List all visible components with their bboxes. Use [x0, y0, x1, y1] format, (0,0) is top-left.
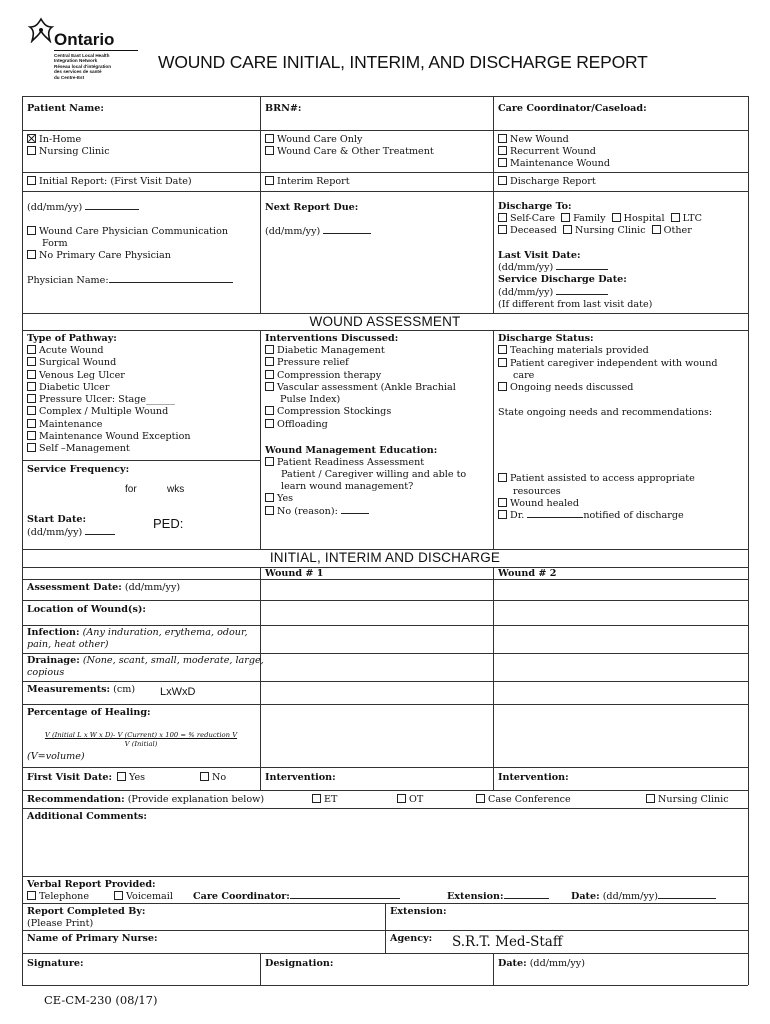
setting-in-home[interactable] [27, 134, 81, 146]
readiness-yes-option[interactable] [265, 493, 293, 505]
care-coordinator-label: Care Coordinator/Caseload: [498, 103, 647, 114]
intervention-checkbox[interactable] [265, 382, 274, 391]
date-format-label: (dd/mm/yy) [498, 262, 554, 273]
healed-option[interactable] [498, 498, 579, 510]
healing-formula: V (Initial L x W x D)- V (Current) x 100 = % reduction V [44, 731, 238, 739]
infection-label: Infection: (Any induration, erythema, odour, [27, 627, 248, 638]
physician-communication-option[interactable] [27, 226, 228, 238]
pathway-option[interactable] [27, 431, 191, 443]
date-format-label: (dd/mm/yy) [265, 226, 321, 237]
discharge-nursing-clinic-checkbox[interactable] [563, 225, 572, 234]
ongoing-label: Ongoing needs discussed [510, 382, 634, 393]
no-primary-physician-checkbox[interactable] [27, 250, 36, 259]
readiness-label: Patient Readiness Assessment [277, 457, 425, 468]
pathway-option[interactable] [27, 419, 191, 431]
readiness-yes-checkbox[interactable] [265, 493, 274, 502]
interventions-list [265, 345, 456, 431]
pathway-label: Type of Pathway: [27, 333, 117, 344]
signature-date-label: Date: (dd/mm/yy) [498, 958, 585, 969]
readiness-no-option[interactable] [265, 506, 369, 518]
vascular-cont: Pulse Index) [280, 394, 341, 406]
next-report-date-field[interactable] [265, 226, 371, 238]
new-wound-option[interactable] [498, 134, 569, 146]
initial-report-label: Initial Report: (First Visit Date) [39, 176, 192, 187]
pathway-checkbox[interactable] [27, 382, 36, 391]
teaching-option[interactable] [498, 345, 649, 357]
trillium-icon [26, 17, 56, 43]
et-option[interactable] [312, 794, 337, 806]
telephone-option[interactable] [27, 891, 89, 903]
physician-communication-cont: Form [42, 238, 68, 249]
last-visit-date-field[interactable] [498, 262, 608, 274]
infection-label-cont: pain, heat other) [27, 639, 109, 650]
voicemail-checkbox[interactable] [114, 891, 123, 900]
form-id: CE-CM-230 (08/17) [44, 993, 158, 1007]
intervention-option[interactable] [265, 419, 456, 431]
extension-field[interactable]: Extension: [447, 891, 549, 903]
start-date-label: Start Date: [27, 514, 87, 525]
voicemail-label: Voicemail [126, 891, 173, 902]
intervention-checkbox[interactable] [265, 345, 274, 354]
ltc-label: LTC [682, 213, 702, 224]
ltc-checkbox[interactable] [671, 213, 680, 222]
teaching-label: Teaching materials provided [510, 345, 649, 356]
discharge-report-checkbox[interactable] [498, 176, 507, 185]
iid-heading: INITIAL, INTERIM AND DISCHARGE [269, 550, 501, 565]
self-care-checkbox[interactable] [498, 213, 507, 222]
setting-nursing-clinic[interactable] [27, 146, 110, 158]
readiness-no-label: No (reason): [277, 506, 338, 517]
first-visit-no-label: No [212, 772, 227, 783]
assisted-label: Patient assisted to access appropriate [510, 473, 695, 484]
independent-checkbox[interactable] [498, 358, 507, 367]
maintenance-wound-label: Maintenance Wound [510, 158, 610, 169]
pathway-checkbox[interactable] [27, 443, 36, 452]
et-label: ET [324, 794, 338, 805]
date-format-label: (dd/mm/yy) [27, 527, 83, 538]
pathway-checkbox[interactable] [27, 370, 36, 379]
dr-notified-checkbox[interactable] [498, 510, 507, 519]
verbal-date-field[interactable]: Date: (dd/mm/yy) [571, 891, 716, 903]
readiness-no-checkbox[interactable] [265, 506, 274, 515]
drainage-label: Drainage: (None, scant, small, moderate, large, [27, 655, 264, 666]
readiness-checkbox[interactable] [265, 457, 274, 466]
state-ongoing-label: State ongoing needs and recommendations: [498, 407, 713, 418]
if-different-note: (If different from last visit date) [498, 299, 653, 310]
dr-notified-option[interactable] [498, 510, 684, 522]
assisted-cont: resources [513, 486, 561, 497]
pathway-option[interactable] [27, 382, 191, 394]
signature-label: Signature: [27, 958, 84, 969]
nursing-clinic-checkbox[interactable] [27, 146, 36, 155]
intervention-option[interactable] [265, 382, 456, 394]
lwd-label: LxWxD [160, 686, 196, 698]
intervention1-label: Intervention: [265, 772, 336, 783]
assisted-option[interactable] [498, 473, 695, 485]
pathway-label-text: Self –Management [39, 443, 130, 455]
intervention-label: Vascular assessment (Ankle Brachial [277, 381, 456, 393]
hospital-checkbox[interactable] [612, 213, 621, 222]
recurrent-wound-label: Recurrent Wound [510, 146, 596, 157]
other-label: Other [663, 225, 692, 236]
service-discharge-date-field[interactable] [498, 287, 608, 299]
pathway-label-text: Venous Leg Ulcer [39, 369, 125, 381]
care-other-checkbox[interactable] [265, 146, 274, 155]
physician-communication-checkbox[interactable] [27, 226, 36, 235]
family-label: Family [573, 213, 606, 224]
pathway-label-text: Maintenance [39, 418, 103, 430]
intervention-option[interactable] [265, 345, 456, 357]
healed-checkbox[interactable] [498, 498, 507, 507]
first-visit-no-checkbox[interactable] [200, 772, 209, 781]
logo-tagline: Central East Local Health Integration Network Réseau local d'intégration des services de santé du Centre-Est [54, 53, 111, 80]
healed-label: Wound healed [510, 498, 579, 509]
agency-value[interactable]: S.R.T. Med-Staff [452, 934, 563, 950]
start-date-field[interactable] [27, 527, 115, 539]
pathway-list [27, 345, 191, 456]
discharge-to-row1 [498, 213, 702, 225]
intervention-label: Diabetic Management [277, 345, 385, 356]
discharge-report-option[interactable] [498, 176, 596, 188]
for-label: for [125, 484, 137, 495]
pathway-label-text: Complex / Multiple Wound [39, 406, 169, 418]
pathway-option[interactable] [27, 370, 191, 382]
measurements-label: Measurements: (cm) [27, 684, 136, 695]
deceased-checkbox[interactable] [498, 225, 507, 234]
interim-report-option[interactable] [265, 176, 350, 188]
notified-label: notified of discharge [583, 510, 684, 521]
pathway-checkbox[interactable] [27, 431, 36, 440]
teaching-checkbox[interactable] [498, 345, 507, 354]
physician-communication-label: Wound Care Physician Communication [39, 226, 229, 237]
nursing-clinic-label: Nursing Clinic [39, 146, 110, 157]
family-checkbox[interactable] [561, 213, 570, 222]
readiness-yes-label: Yes [277, 493, 294, 504]
ongoing-option[interactable] [498, 382, 633, 394]
readiness-question: Patient / Caregiver willing and able to [281, 469, 467, 480]
ot-option[interactable] [397, 794, 423, 806]
case-conference-label: Case Conference [488, 794, 571, 805]
pathway-checkbox[interactable] [27, 419, 36, 428]
readiness-option[interactable] [265, 457, 424, 469]
brn-label: BRN#: [265, 103, 302, 114]
first-visit-no-option[interactable] [200, 772, 226, 784]
discharge-to-label: Discharge To: [498, 201, 572, 212]
intervention-label: Compression Stockings [277, 406, 392, 418]
patient-name-label: Patient Name: [27, 103, 104, 114]
wound2-header: Wound # 2 [498, 568, 557, 579]
pathway-option[interactable] [27, 443, 191, 455]
no-primary-physician-option[interactable] [27, 250, 171, 262]
ontario-logo [22, 16, 140, 80]
ped-label: PED: [153, 516, 184, 531]
independent-cont: care [513, 370, 535, 381]
date-format-label: (dd/mm/yy) [27, 202, 83, 213]
new-wound-label: New Wound [510, 134, 569, 145]
education-label: Wound Management Education: [265, 445, 438, 456]
intervention-option[interactable] [265, 406, 456, 418]
please-print-note: (Please Print) [27, 918, 94, 929]
completed-by-label: Report Completed By: [27, 906, 146, 917]
telephone-label: Telephone [39, 891, 90, 902]
discharge-nursing-clinic-label: Nursing Clinic [574, 225, 646, 236]
primary-nurse-label: Name of Primary Nurse: [27, 933, 158, 944]
telephone-checkbox[interactable] [27, 891, 36, 900]
assisted-checkbox[interactable] [498, 473, 507, 482]
intervention-option[interactable] [265, 370, 456, 382]
wks-label: wks [167, 484, 185, 495]
intervention-label: Offloading [277, 418, 328, 430]
care-only-option[interactable] [265, 134, 362, 146]
intervention-checkbox[interactable] [265, 419, 274, 428]
intervention-checkbox[interactable] [265, 357, 274, 366]
et-checkbox[interactable] [312, 794, 321, 803]
initial-report-option[interactable] [27, 176, 192, 188]
hospital-label: Hospital [623, 213, 665, 224]
care-other-option[interactable] [265, 146, 434, 158]
volume-note: (V=volume) [27, 751, 85, 762]
service-discharge-label: Service Discharge Date: [498, 274, 627, 285]
first-visit-row: First Visit Date: [27, 772, 113, 783]
first-visit-yes-option[interactable] [117, 772, 145, 784]
pathway-checkbox[interactable] [27, 406, 36, 415]
pathway-label-text: Maintenance Wound Exception [39, 431, 191, 443]
pathway-checkbox[interactable] [27, 394, 36, 403]
care-coordinator-field[interactable]: Care Coordinator: [193, 891, 400, 903]
care-only-checkbox[interactable] [265, 134, 274, 143]
initial-date-field[interactable] [27, 202, 139, 214]
ongoing-checkbox[interactable] [498, 382, 507, 391]
first-visit-yes-checkbox[interactable] [117, 772, 126, 781]
discharge-status-label: Discharge Status: [498, 333, 594, 344]
pathway-option[interactable] [27, 406, 191, 418]
rec-nursing-clinic-option[interactable] [646, 794, 729, 806]
pathway-checkbox[interactable] [27, 357, 36, 366]
independent-option[interactable] [498, 358, 718, 370]
verbal-report-label: Verbal Report Provided: [27, 879, 156, 890]
intervention-option[interactable] [265, 357, 456, 369]
location-label: Location of Wound(s): [27, 604, 146, 615]
date-format-label: (dd/mm/yy) [498, 287, 554, 298]
interventions-label: Interventions Discussed: [265, 333, 399, 344]
agency-label: Agency: [390, 933, 433, 944]
independent-label: Patient caregiver independent with wound [510, 358, 718, 369]
service-frequency-label: Service Frequency: [27, 464, 130, 475]
ot-label: OT [409, 794, 424, 805]
first-visit-yes-label: Yes [129, 772, 146, 783]
pathway-option[interactable] [27, 345, 191, 357]
recommendation-label: Recommendation: (Provide explanation below) [27, 794, 265, 805]
pathway-checkbox[interactable] [27, 345, 36, 354]
case-conference-option[interactable] [476, 794, 571, 806]
pathway-label-text: Acute Wound [39, 345, 104, 356]
case-conference-checkbox[interactable] [476, 794, 485, 803]
readiness-question-cont: learn wound management? [281, 481, 414, 492]
intervention-checkbox[interactable] [265, 406, 274, 415]
assessment-date-label: Assessment Date: (dd/mm/yy) [27, 582, 181, 593]
last-visit-label: Last Visit Date: [498, 250, 581, 261]
maintenance-wound-option[interactable] [498, 158, 610, 170]
healing-formula-denominator: V (Initial) [124, 740, 158, 748]
interim-report-checkbox[interactable] [265, 176, 274, 185]
rec-nursing-clinic-label: Nursing Clinic [658, 794, 729, 805]
pathway-label-text: Surgical Wound [39, 357, 117, 369]
drainage-label-cont: copious [27, 667, 65, 678]
initial-report-checkbox[interactable] [27, 176, 36, 185]
intervention-label: Compression therapy [277, 369, 382, 381]
wound1-header: Wound # 1 [265, 568, 324, 579]
physician-name-field[interactable] [27, 275, 233, 287]
in-home-checkbox[interactable] [27, 134, 36, 143]
form-title: WOUND CARE INITIAL, INTERIM, AND DISCHARGE REPORT [158, 52, 648, 72]
physician-name-label: Physician Name: [27, 275, 109, 286]
recurrent-wound-option[interactable] [498, 146, 596, 158]
deceased-label: Deceased [510, 225, 557, 236]
dr-label: Dr. [510, 510, 525, 521]
logo-wordmark: Ontario [54, 30, 115, 49]
new-wound-checkbox[interactable] [498, 134, 507, 143]
intervention2-label: Intervention: [498, 772, 569, 783]
no-primary-physician-label: No Primary Care Physician [39, 250, 171, 261]
discharge-report-label: Discharge Report [510, 176, 596, 187]
next-report-label: Next Report Due: [265, 202, 359, 213]
designation-label: Designation: [265, 958, 334, 969]
healing-label: Percentage of Healing: [27, 707, 151, 718]
intervention-label: Pressure relief [277, 357, 349, 369]
maintenance-wound-checkbox[interactable] [498, 158, 507, 167]
self-care-label: Self-Care [510, 213, 556, 224]
pathway-option[interactable] [27, 394, 191, 406]
pathway-option[interactable] [27, 357, 191, 369]
interim-report-label: Interim Report [277, 176, 350, 187]
ot-checkbox[interactable] [397, 794, 406, 803]
extension2-label: Extension: [390, 906, 447, 917]
rec-nursing-clinic-checkbox[interactable] [646, 794, 655, 803]
wound-assessment-heading: WOUND ASSESSMENT [309, 314, 461, 329]
discharge-to-row2 [498, 225, 692, 237]
pathway-label-text: Diabetic Ulcer [39, 381, 110, 393]
care-other-label: Wound Care & Other Treatment [277, 146, 434, 157]
pathway-label-text: Pressure Ulcer: Stage______ [39, 394, 175, 406]
other-checkbox[interactable] [652, 225, 661, 234]
in-home-label: In-Home [39, 134, 82, 145]
recurrent-wound-checkbox[interactable] [498, 146, 507, 155]
care-only-label: Wound Care Only [277, 134, 363, 145]
intervention-checkbox[interactable] [265, 370, 274, 379]
additional-comments-label: Additional Comments: [27, 811, 147, 822]
voicemail-option[interactable] [114, 891, 173, 903]
